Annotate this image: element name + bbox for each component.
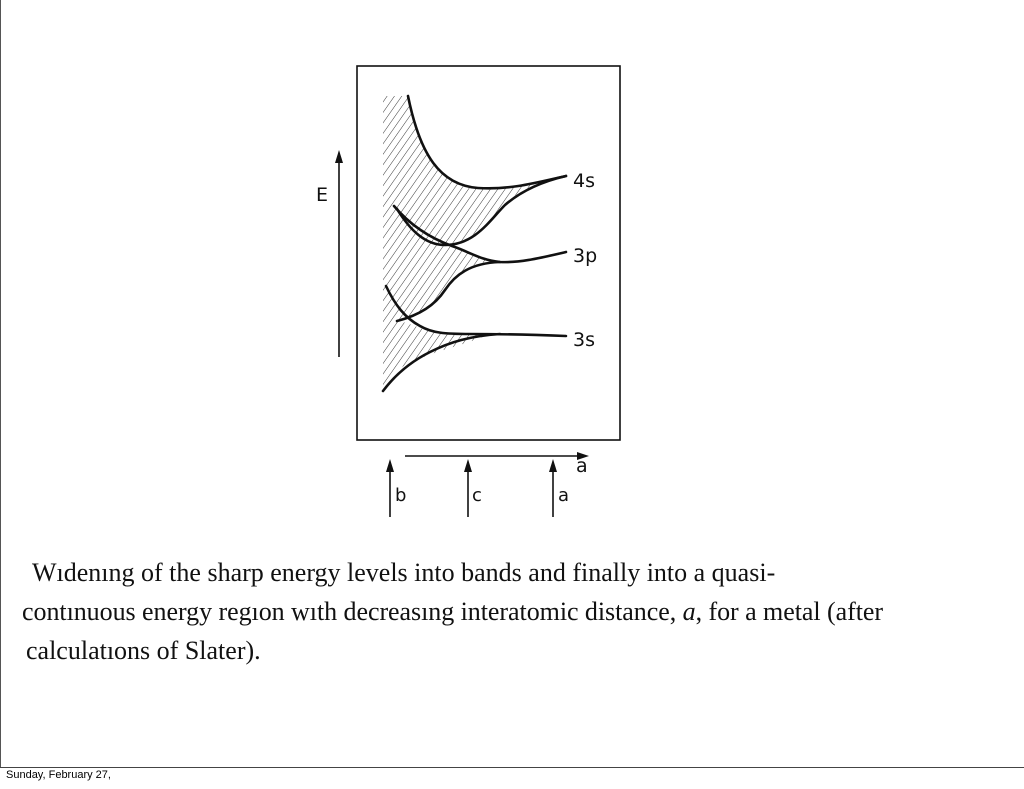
- marker-label-b: b: [395, 485, 407, 506]
- caption-line-2-start: contınuous energy regıon wıth decreasıng interatomic distance,: [22, 597, 683, 626]
- caption-line-1: Wıdenıng of the sharp energy levels into bands and finally into a quasi-: [32, 558, 776, 587]
- energy-axis-label: E: [316, 184, 329, 206]
- caption-line-2-end: , for a metal (after: [695, 597, 883, 626]
- marker-label-c: c: [472, 485, 482, 506]
- level-label-4s: 4s: [573, 170, 595, 192]
- distance-axis-arrow: [405, 452, 589, 460]
- figure-caption: [22, 553, 1022, 670]
- slide-footer: [0, 767, 1024, 789]
- level-label-3p: 3p: [573, 245, 598, 267]
- level-label-3s: 3s: [573, 329, 595, 351]
- energy-axis-arrow: [335, 150, 343, 357]
- marker-arrow-c: [464, 459, 472, 517]
- marker-label-a: a: [558, 485, 570, 506]
- band-hatched-region: [383, 96, 566, 391]
- footer-date: Sunday, February 27,: [6, 769, 111, 781]
- caption-line-3: calculatıons of Slater).: [26, 636, 261, 665]
- marker-arrow-a: [549, 459, 557, 517]
- caption-variable-a: a: [682, 597, 696, 626]
- marker-arrow-b: [386, 459, 394, 517]
- caption-line-2: [22, 592, 1022, 631]
- distance-axis-label: a: [576, 455, 588, 477]
